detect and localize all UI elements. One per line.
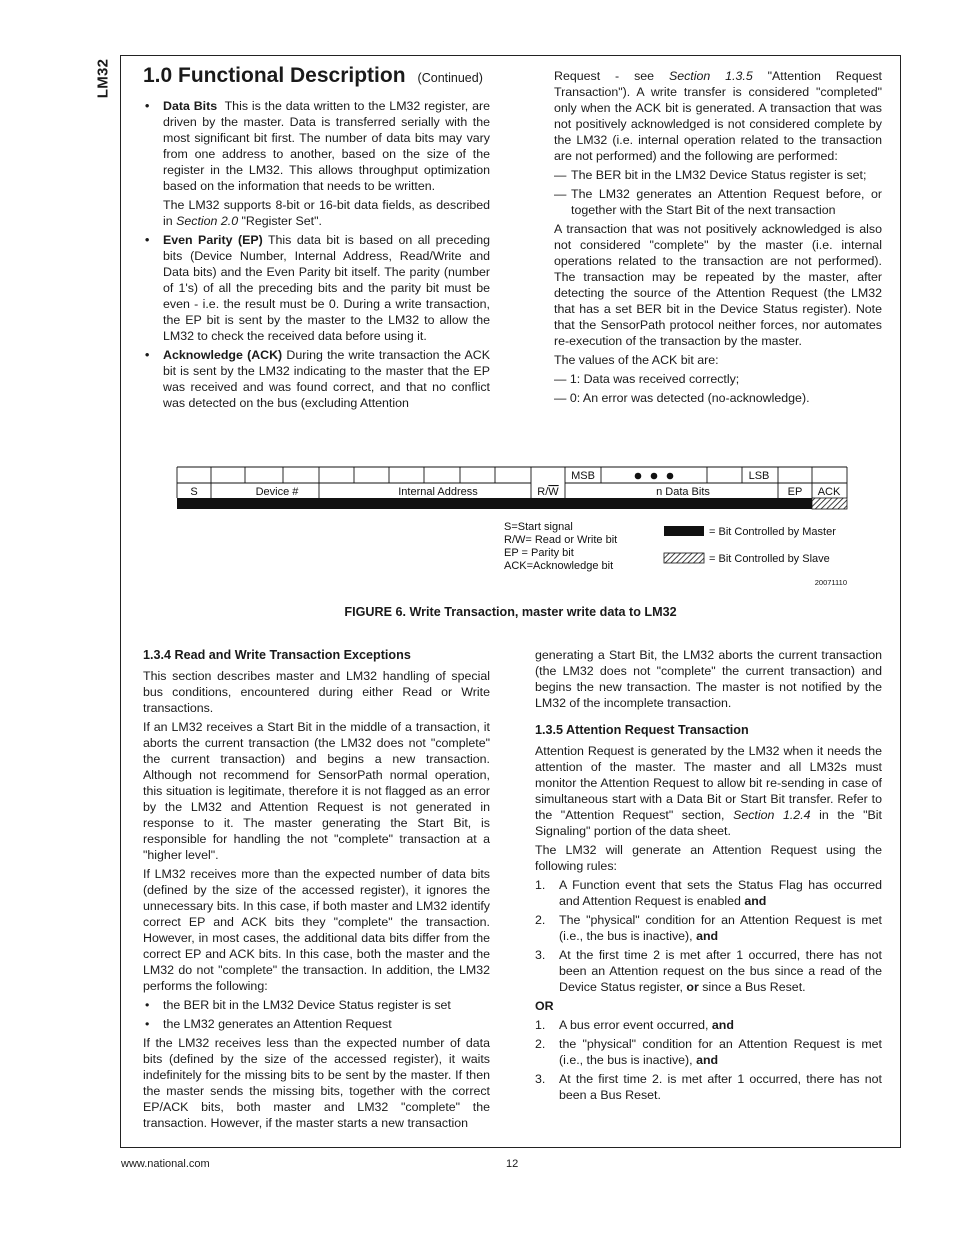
write-transaction-diagram bbox=[0, 0, 954, 600]
alt-rule-1: 1. A bus error event occurred, and bbox=[535, 1018, 734, 1032]
legend-slave-swatch bbox=[664, 553, 704, 563]
field-internal-address: Internal Address bbox=[398, 486, 478, 498]
field-start: S bbox=[190, 486, 198, 498]
slave-controlled-bar bbox=[812, 498, 847, 509]
page-number: 12 bbox=[506, 1158, 519, 1170]
figure-caption: FIGURE 6. Write Transaction, master write data to LM32 bbox=[344, 605, 677, 619]
attention-request-paragraph: Attention Request is generated by the LM32 when it needs the attention of the master. The master and all LM32s must monitor the Attention Request to allow bit re-sending in case of simultaneous start with a Data Bit or Start Bit transfer. Refer to the "Attention Request" section, Section 1.2.4 in the "Bit Signaling" portion of the data sheet. bbox=[535, 744, 882, 838]
even-parity-item: • Even Parity (EP) This data bit is based on all preceding bits (Device Number, Internal Address, Read/Write and Data bits) and the Even Parity bit itself. The parity (number of 1's) of all the preceding bits and the parity bit must be even - i.e. the result must be 0. During a write transaction, the EP bit is sent by the master to the LM32 to allow the LM32 to check the received data before using it. bbox=[143, 232, 490, 344]
write-overlined: W bbox=[548, 486, 559, 498]
side-label: LM32 bbox=[94, 58, 112, 98]
field-acknowledge: ACK bbox=[817, 486, 841, 498]
page-title: 1.0 Functional Description (Continued) bbox=[143, 64, 483, 87]
legend-master-label: = Bit Controlled by Master bbox=[709, 526, 836, 538]
section-1-3-4-heading: 1.3.4 Read and Write Transaction Exceptions bbox=[143, 648, 411, 662]
nack-action-1: — The BER bit in the LM32 Device Status register is set; bbox=[554, 168, 867, 182]
lsb-label: LSB bbox=[748, 470, 770, 482]
alt-rule-3: 3. At the first time 2. is met after 1 occurred, there has not been a Bus Reset. bbox=[535, 1072, 882, 1102]
master-controlled-bar bbox=[177, 498, 812, 509]
field-data-bits: n Data Bits bbox=[656, 486, 710, 498]
extra-bits-paragraph: If LM32 receives more than the expected number of data bits (defined by the size of the accessed register), it ignores the unnecessary bits. In this case, if both master and LM32 identify correct EP and ACK bits they "complete" the transaction. However, in most cases, the additional data bits differ from the correct EP and ACK bits. In this case, both the master and the LM32 do not "complete" the transaction. In addition, the LM32 performs the following: bbox=[143, 867, 490, 993]
field-device-number: Device # bbox=[255, 486, 299, 498]
field-read-write: R/W bbox=[537, 486, 559, 498]
data-bits-item: • Data Bits This is the data written to the LM32 register, are driven by the master. Data is transferred serially with the most significant bit first. The number of data bits may vary from one address to another, based on the size of the register in the LM32. This allows throughput optimization based on the information that needs to be written. bbox=[143, 98, 490, 194]
legend-slave-label: = Bit Controlled by Slave bbox=[709, 553, 830, 565]
legend-parity: EP = Parity bit bbox=[504, 547, 574, 559]
nack-action-2: — The LM32 generates an Attention Request before, or together with the Start Bit of the next transaction bbox=[554, 187, 882, 217]
ack-continuation: Request - see Section 1.3.5 "Attention Request Transaction"). A write transfer is considered "completed" only when the ACK bit is generated. A transaction that was not positively acknowledged is not considered complete by the LM32 (i.e. internal operation related to the transaction are not performed) and the following are performed: bbox=[554, 69, 882, 163]
start-bit-paragraph: If an LM32 receives a Start Bit in the middle of a transaction, it aborts the current transaction (the LM32 does not "complete" the current transaction) and begins a new transaction. Although not recommend for SensorPath normal operation, this situation is legitimate, therefore it is not flagged as an error by the LM32 and Attention Request is not generated in response to it. The master generating the Start Bit, is responsible for handling the not "complete" transaction at a "higher level". bbox=[143, 720, 490, 862]
nack-master-paragraph: A transaction that was not positively acknowledged is also not considered "complete" by the master (i.e. internal operations related to the transaction are not performed). The transaction may be repeated by the master, after detecting the source of the Attention Request (the LM32 that has a set BER bit in the Device Status register). Note that the SensorPath protocol neither forces, nor automates re-execution of the transaction by the master. bbox=[554, 222, 882, 348]
legend-acknowledge: ACK=Acknowledge bit bbox=[504, 560, 614, 572]
ellipsis-dots bbox=[635, 473, 674, 480]
legend-start: S=Start signal bbox=[504, 521, 573, 533]
left-bottom-column bbox=[143, 647, 490, 1134]
ack-values-intro: The values of the ACK bit are: bbox=[554, 353, 719, 367]
rule-1: 1. A Function event that sets the Status Flag has occurred and Attention Request is enabled and bbox=[535, 878, 882, 908]
field-parity: EP bbox=[787, 486, 803, 498]
legend-read-write: R/W= Read or Write bit bbox=[504, 534, 618, 546]
missing-bits-paragraph: If the LM32 receives less than the expected number of data bits (defined by the size of the accessed register), it waits indefinitely for the missing bits to be sent by the master. If then the master sends the missing bits, together with the correct EP/ACK bits, both master and LM32 "complete" the transaction. However, if the master starts a new transaction bbox=[143, 1036, 490, 1130]
exceptions-intro: This section describes master and LM32 handling of special bus conditions, encountered during either Read or Write transactions. bbox=[143, 669, 490, 715]
data-bits-support: The LM32 supports 8-bit or 16-bit data fields, as described in Section 2.0 "Register Set". bbox=[163, 198, 490, 228]
extra-bits-action-1: • the BER bit in the LM32 Device Status register is set bbox=[143, 997, 490, 1013]
extra-bits-action-2: • the LM32 generates an Attention Request bbox=[143, 1016, 490, 1032]
msb-label: MSB bbox=[571, 470, 595, 482]
acknowledge-item: • Acknowledge (ACK) During the write transaction the ACK bit is sent by the LM32 indicating to the master that the EP was received and was found correct, and that no conflict was detected on the bus (excluding Attention bbox=[143, 347, 490, 411]
or-separator: OR bbox=[535, 999, 554, 1013]
figure-code: 20071110 bbox=[814, 578, 847, 587]
right-bottom-column bbox=[535, 647, 882, 1106]
rule-2: 2. The "physical" condition for an Attention Request is met (i.e., the bus is inactive), and bbox=[535, 913, 882, 943]
ack-value-0: — 0: An error was detected (no-acknowledge). bbox=[554, 391, 810, 405]
rule-3: 3. At the first time 2 is met after 1 occurred, there has not been an Attention request on the bus since a read of the Device Status register, or since a Bus Reset. bbox=[535, 948, 882, 994]
footer-url: www.national.com bbox=[121, 1158, 210, 1170]
legend-master-swatch bbox=[664, 526, 704, 536]
continued-label: (Continued) bbox=[417, 71, 483, 85]
abort-continuation: generating a Start Bit, the LM32 aborts the current transaction (the LM32 does not "complete" the current transaction) and begins the new transaction. The master is not notified by the LM32 of the incomplete transaction. bbox=[535, 648, 882, 710]
alt-rule-2: 2. the "physical" condition for an Attention Request is met (i.e., the bus is inactive), and bbox=[535, 1037, 882, 1067]
ack-value-1: — 1: Data was received correctly; bbox=[554, 372, 740, 386]
rules-intro: The LM32 will generate an Attention Request using the following rules: bbox=[535, 843, 882, 873]
section-1-3-5-heading: 1.3.5 Attention Request Transaction bbox=[535, 723, 749, 737]
